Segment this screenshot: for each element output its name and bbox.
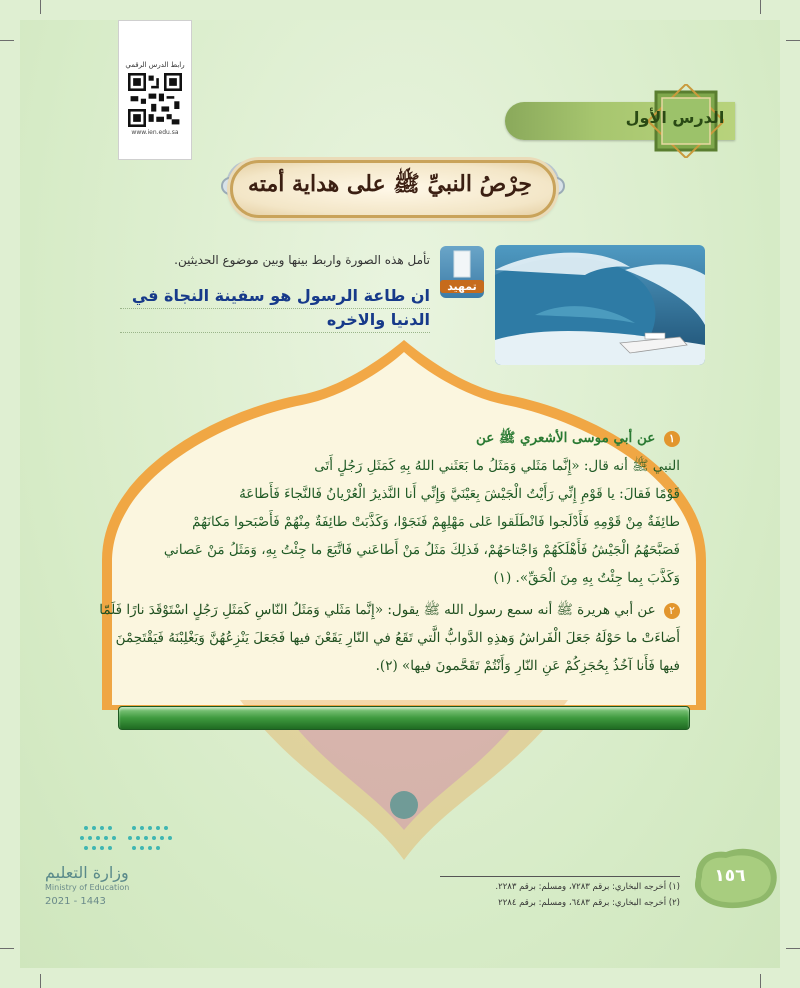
hadith-1-line-4: طائِفَةٌ مِنْ قَوْمِهِ فَأَدْلَجوا فَانْطَلَقوا عَلى مَهْلِهِمْ فَنَجَوْا، وَكَذَّبَتْ طائِفَةٌ مِنْهُمْ فَأَصْبَحوا مَكانَهُمْ	[192, 514, 680, 530]
hadith-2-line-2: أَضاءَتْ ما حَوْلَهُ جَعَلَ الْفَراشُ وَهذِهِ الدَّوابُّ الَّتي تَقَعُ في النّارِ يَقَعْنَ فيها فَجَعَلَ يَنْزِعُهُنَّ وَيَغْلِبْنَهُ فَيَقْتَحِمْنَ	[115, 630, 680, 646]
hadith-1-line-2: النبي ﷺ أنه قال: «إِنَّما مَثَلي وَمَثَلُ ما بَعَثَني اللهُ بِهِ كَمَثَلِ رَجُلٍ أَتَى	[314, 458, 680, 474]
hadith-2-number: ٢	[664, 603, 680, 619]
ministry-name-en: Ministry of Education	[45, 883, 130, 892]
page-number: ١٥٦	[714, 866, 746, 886]
hadith-1	[140, 424, 680, 592]
hadith-1-number: ١	[664, 431, 680, 447]
footnote-rule	[440, 876, 680, 877]
hadith-2-line-1	[99, 596, 680, 624]
student-answer-line1[interactable]: ان طاعة الرسول هو سفينة النجاة في	[131, 286, 430, 305]
student-answer-line2[interactable]: الدنيا والاخره	[326, 310, 430, 329]
lesson-title: حِرْصُ النبيِّ ﷺ على هداية أمته	[248, 171, 532, 197]
ministry-year: 2021 - 1443	[45, 896, 106, 907]
ministry-name-ar: وزارة التعليم	[45, 863, 129, 882]
hadith-2-intro-text: عن أبي هريرة ﷺ أنه سمع رسول الله ﷺ يقول: «إِنَّما مَثَلي وَمَثَلُ النّاسِ كَمَثَلِ رَجُلٍ اسْتَوْقَدَ نارًا فَلَمّا	[99, 602, 656, 618]
hadith-1-line-3: قَوْمًا فَقالَ: يا قَوْمِ إِنِّي رَأَيْتُ الْجَيْشَ بِعَيْنَيَّ وَإِنِّي أَنا النَّذيرُ الْعُرْيانُ فَالنَّجاءَ فَأَطاعَهُ	[239, 486, 680, 502]
hadith-2-line-3: فيها فَأَنا آخُذُ بِحُجَزِكُمْ عَنِ النّارِ وَأَنْتُمْ تَقَحَّمونَ فيها» (٢).	[375, 658, 680, 674]
intro-prompt: تأمل هذه الصورة واربط بينها وبين موضوع الحديثين.	[174, 253, 430, 267]
hadith-2	[99, 596, 680, 680]
footnote-2: (٢) أخرجه البخاري: برقم ٦٤٨٣، ومسلم: برقم ٢٢٨٤	[498, 898, 680, 908]
panel-footer-bar	[118, 706, 690, 730]
hadith-1-line-6: وَكَذَّبَ بِما جِئْتُ بِهِ مِنَ الْحَقِّ». (١)	[493, 570, 680, 586]
intro-label: تمهيد	[440, 280, 484, 293]
ministry-logo-icon	[78, 822, 178, 856]
hadith-1-line-1	[140, 424, 680, 452]
hadith-1-intro-text: عن أبي موسى الأشعري ﷺ عن	[476, 430, 656, 446]
lesson-label: الدرس الأول	[625, 108, 725, 127]
hadith-1-line-5: فَصَبَّحَهُمُ الْجَيْشُ فَأَهْلَكَهُمْ وَاجْتاحَهُمْ، فَذلِكَ مَثَلُ مَنْ أَطاعَني فَاتَّبَعَ ما جِئْتُ بِهِ، وَمَثَلُ مَنْ عَصاني	[163, 542, 680, 558]
qr-url: www.ien.edu.sa	[131, 129, 179, 136]
qr-caption: رابط الدرس الرقمي	[125, 61, 185, 69]
footnote-1: (١) أخرجه البخاري: برقم ٧٢٨٣، ومسلم: برقم ٢٢٨٣.	[495, 882, 680, 892]
